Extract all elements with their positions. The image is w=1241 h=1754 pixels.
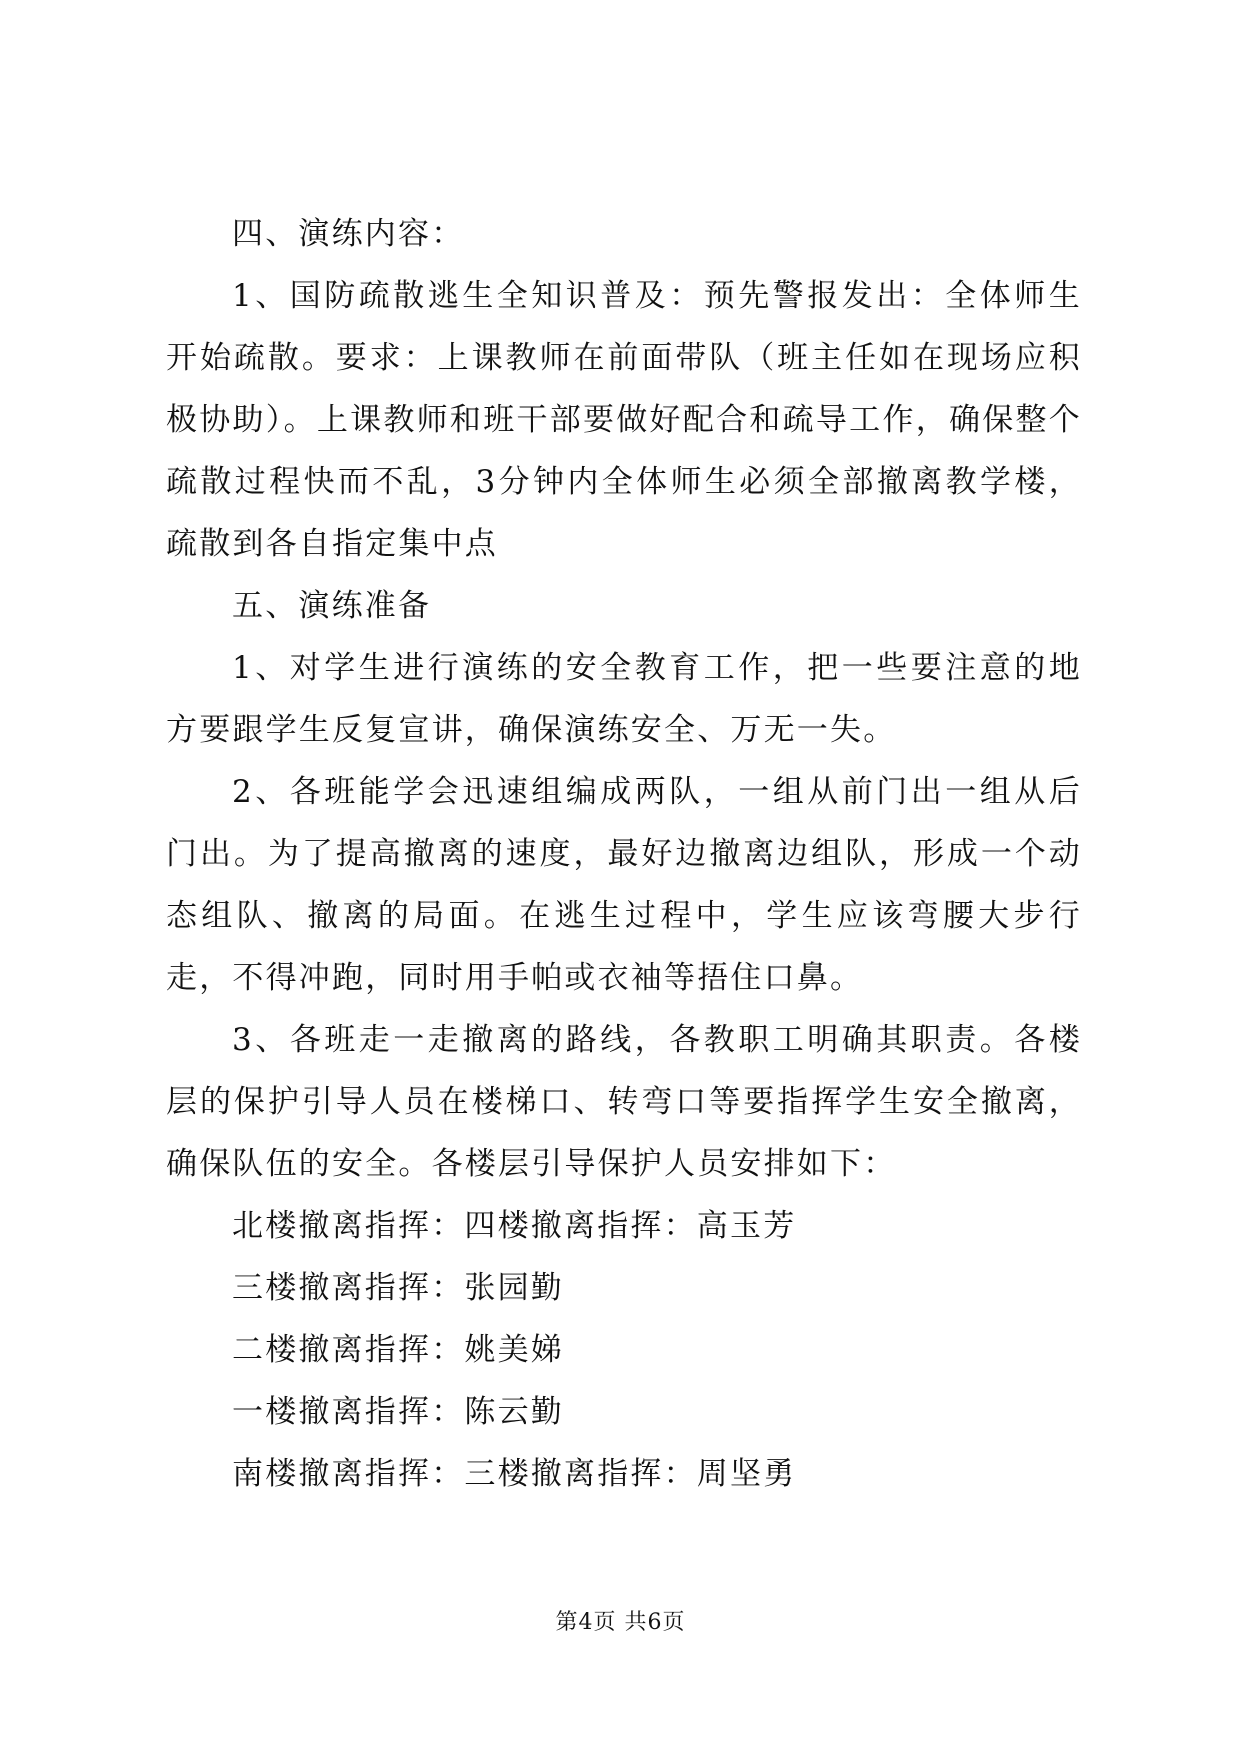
assignment-line-south-building: 南楼撤离指挥：三楼撤离指挥：周坚勇 xyxy=(232,1456,797,1492)
paragraph-safety-education: 1、对学生进行演练的安全教育工作，把一些要注意的地方要跟学生反复宣讲，确保演练安全、万无一失。 xyxy=(166,650,1082,748)
section-heading-drill-content: 四、演练内容： xyxy=(232,216,465,252)
section-heading-drill-preparation: 五、演练准备 xyxy=(232,588,432,624)
assignment-line-second-floor: 二楼撤离指挥：姚美娣 xyxy=(232,1332,564,1368)
assignment-line-north-building: 北楼撤离指挥：四楼撤离指挥：高玉芳 xyxy=(232,1208,797,1244)
assignment-line-third-floor: 三楼撤离指挥：张园勤 xyxy=(232,1270,564,1306)
document-body xyxy=(166,203,1082,1505)
page-number-footer: 第4页 共6页 xyxy=(555,1610,686,1635)
paragraph-evacuation-route: 3、各班走一走撤离的路线，各教职工明确其职责。各楼层的保护引导人员在楼梯口、转弯口等要指挥学生安全撤离，确保队伍的安全。各楼层引导保护人员安排如下： xyxy=(166,1022,1082,1182)
assignment-line-first-floor: 一楼撤离指挥：陈云勤 xyxy=(232,1394,564,1430)
paragraph-team-formation: 2、各班能学会迅速组编成两队，一组从前门出一组从后门出。为了提高撤离的速度，最好边撤离边组队，形成一个动态组队、撤离的局面。在逃生过程中，学生应该弯腰大步行走，不得冲跑，同时用手帕或衣袖等捂住口鼻。 xyxy=(166,774,1082,996)
paragraph-evacuation-knowledge: 1、国防疏散逃生全知识普及：预先警报发出：全体师生开始疏散。要求：上课教师在前面带队（班主任如在现场应积极协助）。上课教师和班干部要做好配合和疏导工作，确保整个疏散过程快而不乱，3分钟内全体师生必须全部撤离教学楼，疏散到各自指定集中点 xyxy=(166,278,1082,562)
